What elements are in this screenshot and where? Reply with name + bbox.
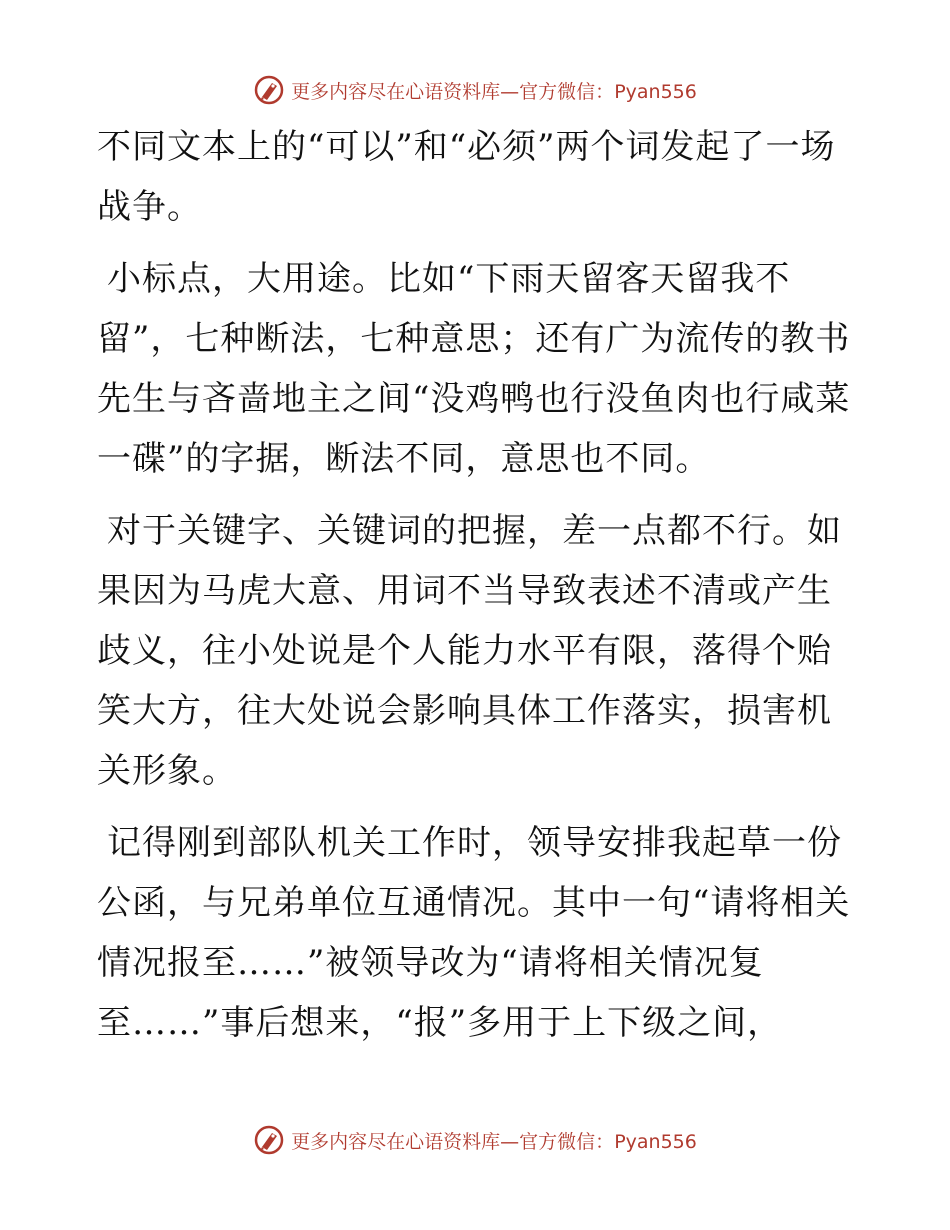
document-body <box>97 117 852 1053</box>
header-site-text: 更多内容尽在心语资料库 <box>291 80 501 103</box>
header-banner-text <box>291 77 697 104</box>
footer-contact-id: Pyan556 <box>614 1130 697 1153</box>
footer-banner <box>0 1120 950 1160</box>
footer-separator: — <box>500 1130 520 1153</box>
pen-nib-logo-icon <box>253 74 285 106</box>
footer-banner-text <box>291 1127 697 1154</box>
paragraph-2: 小标点，大用途。比如“下雨天留客天留我不留”，七种断法，七种意思；还有广为流传的教书先生与吝啬地主之间“没鸡鸭也行没鱼肉也行咸菜一碟”的字据，断法不同，意思也不同。 <box>97 259 851 479</box>
footer-site-text: 更多内容尽在心语资料库 <box>291 1130 501 1153</box>
paragraph-1: 不同文本上的“可以”和“必须”两个词发起了一场战争。 <box>97 127 836 227</box>
header-contact-label: 官方微信： <box>519 80 615 103</box>
paragraph-4: 记得刚到部队机关工作时，领导安排我起草一份公函，与兄弟单位互通情况。其中一句“请将相关情况报至……”被领导改为“请将相关情况复至……”事后想来，“报”多用于上下级之间， <box>97 823 851 1043</box>
header-banner <box>0 70 950 110</box>
footer-contact-label: 官方微信： <box>519 1130 615 1153</box>
pen-nib-logo-icon <box>253 1124 285 1156</box>
header-separator: — <box>500 80 520 103</box>
paragraph-3: 对于关键字、关键词的把握，差一点都不行。如果因为马虎大意、用词不当导致表述不清或产生歧义，往小处说是个人能力水平有限，落得个贻笑大方，往大处说会影响具体工作落实，损害机关形象。 <box>97 511 842 791</box>
header-contact-id: Pyan556 <box>614 80 697 103</box>
